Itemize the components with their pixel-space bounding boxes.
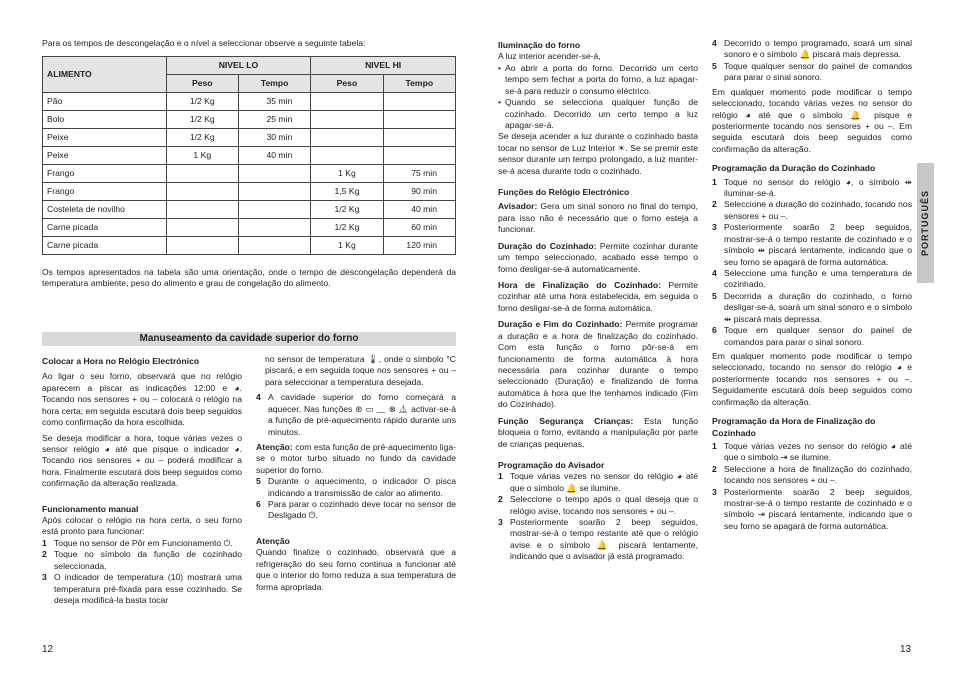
table-note: Os tempos apresentados na tabela são uma orientação, onde o tempo de descongelação dependerá da temperatura ambiente, peso do alimento e grau de congelação do alimento. xyxy=(42,267,456,289)
heading-attention: Atenção xyxy=(256,535,290,546)
list-item: 1 Toque várias vezes no sensor do relógio ◕ até que o símbolo ⇥ se ilumine. xyxy=(712,440,912,463)
header-peso: Peso xyxy=(166,75,238,93)
heading-end-time: Programação da Hora de Finalização do Cozinhado xyxy=(712,416,876,438)
list-item: 2 Toque no símbolo da função de cozinhado seleccionada. xyxy=(42,549,242,571)
cell-food: Peixe xyxy=(43,129,167,147)
list-item: 1 Toque no sensor de Pôr em Funcionamento ⏻. xyxy=(42,537,233,548)
cell-food: Bolo xyxy=(43,111,167,129)
cell-time: 60 min xyxy=(383,219,455,237)
cell-time xyxy=(383,111,455,129)
header-tempo: Tempo xyxy=(383,75,455,93)
cell-time xyxy=(383,93,455,111)
table-row xyxy=(43,165,456,183)
page-number: 12 xyxy=(42,644,54,655)
list-item: 1 Toque no sensor do relógio ◕, o símbolo ⇹ iluminar-se-á. xyxy=(712,176,912,199)
paragraph: Após colocar o relógio na hora certa, o seu forno está pronto para funcionar: xyxy=(42,515,242,537)
list-item: 4 A cavidade superior do forno começará a aquecer. Nas funções ⊛ ▭ ﹏ ⊗ ⏅ activar-se-á a função de pré-aquecimento rápido durante uns minutos. xyxy=(256,392,456,437)
list-item: 2 Seleccione a duração do cozinhado, tocando nos sensores + ou –. xyxy=(712,199,912,221)
header-peso: Peso xyxy=(311,75,383,93)
table-row xyxy=(43,93,456,111)
cell-time: 90 min xyxy=(383,183,455,201)
bullet-item: • Quando se selecciona qualquer função de cozinhado. Decorrido um certo tempo a luz apagar-se-á. xyxy=(498,97,698,130)
cell-time: 120 min xyxy=(383,237,455,255)
cell-time xyxy=(238,237,310,255)
heading-avisador: Programação do Avisador xyxy=(498,459,605,470)
cell-food: Carne picada xyxy=(43,237,167,255)
page-number: 13 xyxy=(900,644,912,655)
cell-weight: 1/2 Kg xyxy=(311,219,383,237)
language-tab-label: PORTUGUÊS xyxy=(919,189,930,257)
bullet-item: • Ao abrir a porta do forno. Decorrido um certo tempo sem fechar a porta do forno, a luz apagar-se-á para reduzir o consumo eléctrico. xyxy=(498,62,698,96)
list-item: 1 Toque várias vezes no sensor do relógio ◕ até que o símbolo 🔔 se ilumine. xyxy=(498,471,698,493)
cell-weight xyxy=(311,93,383,111)
cell-weight xyxy=(166,183,238,201)
cell-weight: 1/2 Kg xyxy=(311,201,383,219)
heading-duration: Programação da Duração do Cozinhado xyxy=(712,163,876,174)
header-nivel-lo: NIVEL LO xyxy=(166,57,311,75)
section-title: Manuseamento da cavidade superior do forno xyxy=(42,332,456,346)
cell-food: Pão xyxy=(43,93,167,111)
cell-time: 40 min xyxy=(383,201,455,219)
function-duracao-fim: Duração e Fim do Cozinhado: Permite programar a duração e a hora de finalização do cozinhado. Com esta função o forno pôr-se-á em funcionamento de forma automática à hora necessária para cozinhar durante o tempo seleccionado (Duração) e finalizando de forma automática à hora que lhe tenhamos indicado (Fim do Cozinhado). xyxy=(498,319,698,410)
cell-food: Carne picada xyxy=(43,219,167,237)
list-item: 3 Posteriormente soarão 2 beep seguidos, mostrar-se-á o tempo restante até que o relógio avise e o símbolo 🔔 piscará lentamente, indicando que o avisador já está programado. xyxy=(498,517,698,562)
language-tab xyxy=(917,163,934,283)
paragraph: Ao ligar o seu forno, observará que no relógio aparecem a piscar as indicações 12:00 e ◕. Tocando nos sensores + ou – colocará o relógio na hora certa; em seguida escutará dois beep seguidos como confirmação da hora escolhida. xyxy=(42,371,242,428)
cell-weight: 1,5 Kg xyxy=(311,183,383,201)
cell-time: 75 min xyxy=(383,165,455,183)
paragraph: Em qualquer momento pode modificar o tempo seleccionado, tocando no sensor do relógio ◕ e posteriormente tocando nos sensores + ou –. Seguidamente escutará dois beep seguidos como confirmação da alteração. xyxy=(712,350,912,407)
cell-food: Frango xyxy=(43,183,167,201)
column-2 xyxy=(256,354,456,593)
list-item: 2 Seleccione a hora de finalização do cozinhado, tocando nos sensores + ou –. xyxy=(712,463,912,486)
column-4 xyxy=(712,38,912,532)
cell-time: 40 min xyxy=(238,147,310,165)
cell-weight: 1 Kg xyxy=(166,147,238,165)
table-row xyxy=(43,111,456,129)
header-alimento: ALIMENTO xyxy=(43,57,167,93)
cell-weight: 1/2 Kg xyxy=(166,93,238,111)
paragraph: A luz interior acender-se-á, xyxy=(498,51,601,62)
paragraph: Se deseja modificar a hora, toque várias vezes o sensor relógio ◕ até que pisque o indicador ◕. Tocando nos sensores + ou – poderá modificar a hora. Finalmente escutará dois beep seguidos como confirmação da alteração realizada. xyxy=(42,432,242,489)
cell-weight xyxy=(166,201,238,219)
cell-time: 35 min xyxy=(238,93,310,111)
column-3 xyxy=(498,38,698,563)
paragraph: Em qualquer momento pode modificar o tempo seleccionado, tocando várias vezes no sensor do relógio ◕ até que o símbolo 🔔 pisque e posteriormente tocando nos sensores + ou –. Em seguida escutará dois beep seguidos como confirmação da alteração. xyxy=(712,86,912,154)
heading-clock: Colocar a Hora no Relógio Electrónico xyxy=(42,356,200,366)
function-duracao: Duração do Cozinhado: Permite cozinhar durante um tempo seleccionado, acabado esse tempo o forno desligar-se-á automaticamente. xyxy=(498,240,698,274)
cell-time xyxy=(238,201,310,219)
list-item: 5 Decorrida a duração do cozinhado, o forno desligar-se-á, soará um sinal sonoro e o símbolo ⇹ piscará mais depressa. xyxy=(712,290,912,324)
paragraph: no sensor de temperatura 🌡, onde o símbolo °C piscará, e em seguida toque nos sensores + ou – para seleccionar a temperatura desejada. xyxy=(265,354,456,387)
heading-lighting: Iluminação do forno xyxy=(498,40,581,50)
table-row xyxy=(43,219,456,237)
column-1 xyxy=(42,354,242,606)
cell-weight xyxy=(166,165,238,183)
list-item: 2 Seleccione o tempo após o qual deseja que o relógio avise, tocando nos sensores + ou –. xyxy=(498,494,698,516)
paragraph: Quando finalize o cozinhado, observará que a refrigeração do seu forno continua a funcionar até que o interior do forno reduza a sua temperatura de forma apropriada. xyxy=(256,547,456,592)
cell-food: Peixe xyxy=(43,147,167,165)
cell-weight: 1 Kg xyxy=(311,237,383,255)
cell-time xyxy=(238,219,310,237)
list-item: 6 Para parar o cozinhado deve tocar no sensor de Desligado ⏻. xyxy=(256,499,456,521)
cell-time xyxy=(238,165,310,183)
header-nivel-hi: NIVEL HI xyxy=(311,57,456,75)
table-row xyxy=(43,201,456,219)
cell-time: 25 min xyxy=(238,111,310,129)
list-item: 4 Seleccione uma função e uma temperatura de cozinhado. xyxy=(712,268,912,290)
heading-manual: Funcionamento manual xyxy=(42,503,139,514)
paragraph: Se deseja acender a luz durante o cozinhado basta tocar no sensor de Luz Interior ☀. Se se premir este sensor durante um tempo prolongado, a luz manter-se-á acesa durante todo o cozinhado. xyxy=(498,131,698,176)
function-hora-fim: Hora de Finalização do Cozinhado: Permite cozinhar até uma hora estabelecida, em seguida o forno desligar-se-á de forma automática. xyxy=(498,280,698,313)
cell-weight: 1/2 Kg xyxy=(166,111,238,129)
defrost-table xyxy=(42,56,456,255)
table-row xyxy=(43,147,456,165)
header-tempo: Tempo xyxy=(238,75,310,93)
cell-weight xyxy=(311,147,383,165)
table-row xyxy=(43,183,456,201)
cell-weight xyxy=(311,129,383,147)
cell-time xyxy=(383,129,455,147)
cell-time xyxy=(383,147,455,165)
list-item: 4 Decorrido o tempo programado, soará um sinal sonoro e o símbolo 🔔 piscará mais depressa. xyxy=(712,38,912,60)
cell-time xyxy=(238,183,310,201)
cell-food: Frango xyxy=(43,165,167,183)
function-avisador: Avisador: Gera um sinal sonoro no final do tempo, para isso não é necessário que o forno esteja a funcionar. xyxy=(498,201,698,235)
list-item: 6 Toque em qualquer sensor do painel de comandos para parar o sinal sonoro. xyxy=(712,325,912,347)
cell-weight xyxy=(311,111,383,129)
list-item: 3 Posteriormente soarão 2 beep seguidos, mostrar-se-á o tempo restante de cozinhado e o símbolo ⇹ piscará lentamente, indicando que o seu forno se apagará de forma automática. xyxy=(712,222,912,267)
cell-weight: 1/2 Kg xyxy=(166,129,238,147)
cell-weight xyxy=(166,237,238,255)
table-intro: Para os tempos de descongelação e o nível a seleccionar observe a seguinte tabela: xyxy=(42,38,366,48)
list-item: 5 Toque qualquer sensor do painel de comandos para parar o sinal sonoro. xyxy=(712,60,912,83)
heading-clock-functions: Funções do Relógio Electrónico xyxy=(498,187,630,198)
cell-weight: 1 Kg xyxy=(311,165,383,183)
table-row xyxy=(43,129,456,147)
attention-note: Atenção: com esta função de pré-aquecimento liga-se o motor turbo situado no fundo da cavidade superior do forno. xyxy=(256,441,457,475)
cell-food: Costeleta de novilho xyxy=(43,201,167,219)
list-item: 3 Posteriormente soarão 2 beep seguidos, mostrar-se-á o tempo restante de cozinhado e o símbolo ⇥ piscará lentamente, indicando que o seu forno se apagará de forma automática. xyxy=(712,486,912,531)
list-item: 3 O indicador de temperatura (10) mostrará uma temperatura pré-fixada para esse cozinhado. Se deseja modificá-la basta tocar xyxy=(42,572,242,606)
table-row xyxy=(43,237,456,255)
list-item: 5 Durante o aquecimento, o indicador O pisca indicando a transmissão de calor ao alimento. xyxy=(256,476,456,498)
cell-weight xyxy=(166,219,238,237)
cell-time: 30 min xyxy=(238,129,310,147)
function-seguranca: Função Segurança Crianças: Esta função bloqueia o forno, evitando a manipulação por parte de crianças pequenas. xyxy=(498,415,698,449)
